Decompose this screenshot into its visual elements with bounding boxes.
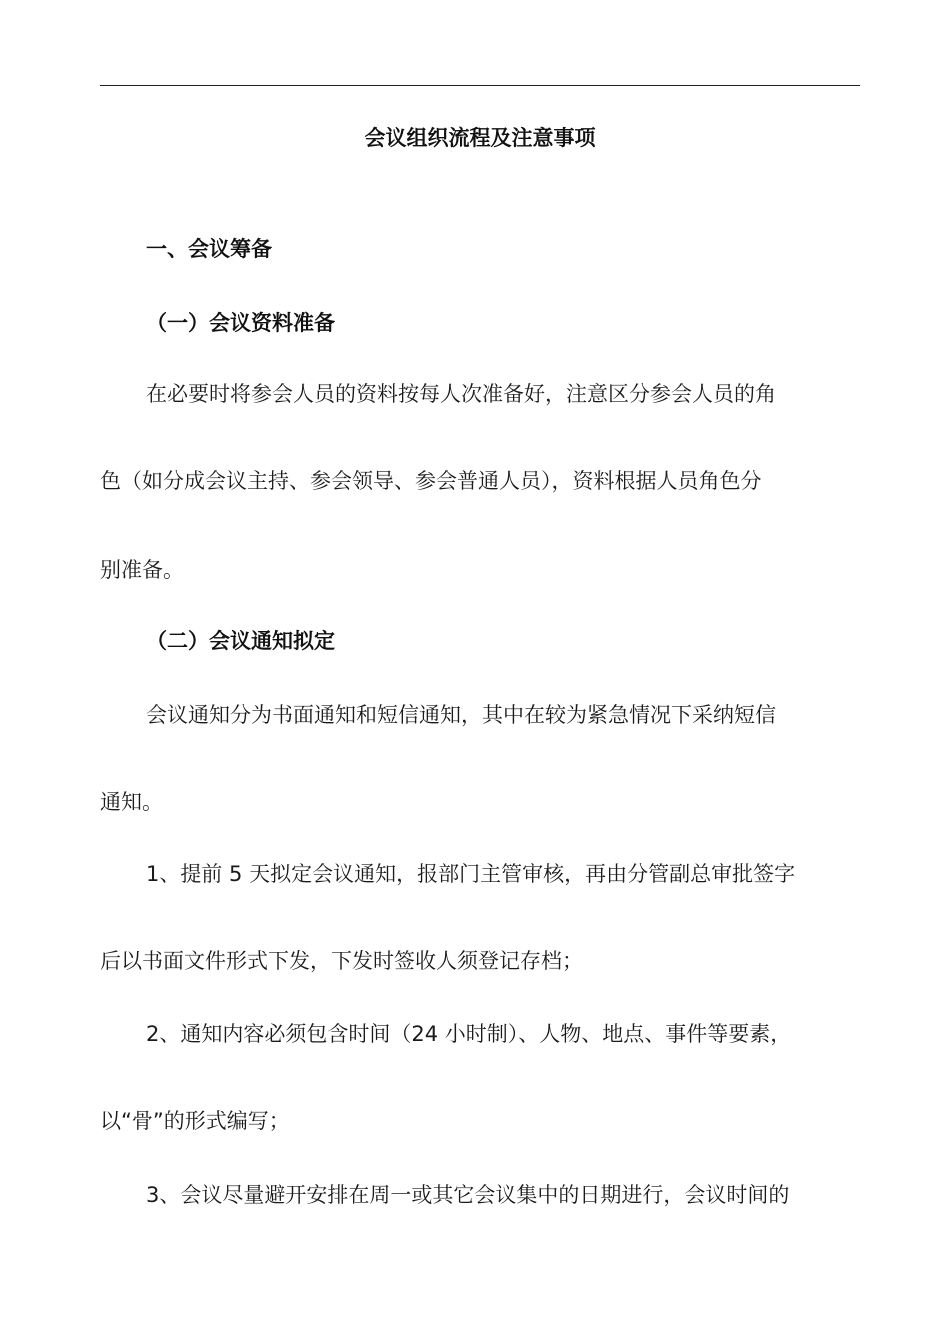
list-item-2-line-2: 以“骨”的形式编写； <box>100 1109 290 1133</box>
list-item-3-line-1: 3、会议尽量避开安排在周一或其它会议集中的日期进行，会议时间的 <box>146 1183 790 1207</box>
subsection-heading-2: （二）会议通知拟定 <box>146 629 335 653</box>
list-item-1-line-1: 1、提前 5 天拟定会议通知，报部门主管审核，再由分管副总审批签字 <box>146 862 796 886</box>
subsection-heading-1: （一）会议资料准备 <box>146 311 335 335</box>
paragraph-1-line-1: 在必要时将参会人员的资料按每人次准备好，注意区分参会人员的角 <box>146 382 776 406</box>
section-heading-1: 一、会议筹备 <box>146 237 272 261</box>
paragraph-2-line-1: 会议通知分为书面通知和短信通知，其中在较为紧急情况下采纳短信 <box>146 703 776 727</box>
paragraph-2-line-2: 通知。 <box>100 790 163 814</box>
document-title: 会议组织流程及注意事项 <box>364 126 596 150</box>
paragraph-1-line-3: 别准备。 <box>100 558 184 582</box>
header-rule <box>100 85 860 86</box>
paragraph-1-line-2: 色（如分成会议主持、参会领导、参会普通人员），资料根据人员角色分 <box>100 469 762 493</box>
list-item-1-line-2: 后以书面文件形式下发，下发时签收人须登记存档； <box>100 949 583 973</box>
list-item-2-line-1: 2、通知内容必须包含时间（24 小时制）、人物、地点、事件等要素， <box>146 1022 792 1046</box>
